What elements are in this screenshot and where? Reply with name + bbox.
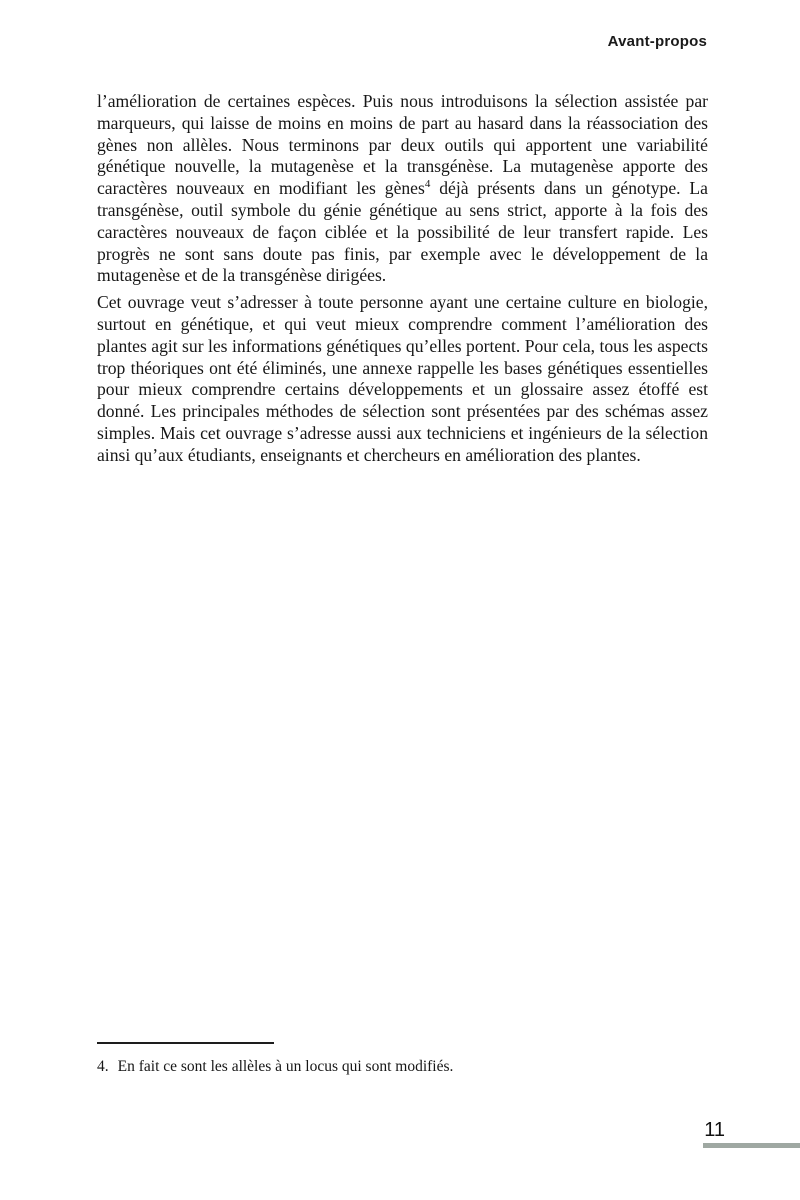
- paragraph-2: Cet ouvrage veut s’adresser à toute personne ayant une certaine culture en biologie, surtout en génétique, et qui veut mieux comprendre comment l’amélioration des plantes agit sur les informations génétiques qu’elles portent. Pour cela, tous les aspects trop théoriques ont été éliminés, une annexe rappelle les bases génétiques essentielles pour mieux comprendre certains développements et un glossaire assez étoffé est donné. Les principales méthodes de sélection sont présentées par des schémas assez simples. Mais cet ouvrage s’adresse aussi aux techniciens et ingénieurs de la sélection ainsi qu’aux étudiants, enseignants et chercheurs en amélioration des plantes.: [97, 292, 708, 465]
- footnote-divider: [97, 1042, 274, 1044]
- paragraph-1-text-after-note: déjà présents dans un génotype. La transgénèse, outil symbole du génie génétique au sens strict, apporte à la fois des caractères nouveaux de façon ciblée et la possibilité de leur transfert rapide. Les progrès ne sont sans doute pas finis, par exemple avec le développement de la mutagenèse et de la transgénèse dirigées.: [97, 178, 708, 286]
- running-header-title: Avant-propos: [607, 33, 707, 50]
- footnote-number: 4.: [97, 1058, 109, 1075]
- running-header: [608, 33, 707, 50]
- footnote: [97, 1057, 708, 1076]
- paragraph-1-text-before-note: l’amélioration de certaines espèces. Puis nous introduisons la sélection assistée par marqueurs, qui laisse de moins en moins de part au hasard dans la réassociation des gènes non allèles. Nous terminons par deux outils qui apportent une variabilité génétique nouvelle, la mutagenèse et la transgénèse. La mutagenèse apporte des caractères nouveaux en modifiant les gènes: [97, 91, 708, 199]
- footer-accent-bar: [703, 1143, 800, 1148]
- footnote-reference-marker: 4: [424, 178, 431, 191]
- paragraph-1: [97, 91, 708, 287]
- footnote-area: [97, 1042, 708, 1076]
- page-number: 11: [704, 1119, 725, 1141]
- footnote-text: En fait ce sont les allèles à un locus qui sont modifiés.: [117, 1058, 454, 1075]
- body-text: [97, 91, 708, 467]
